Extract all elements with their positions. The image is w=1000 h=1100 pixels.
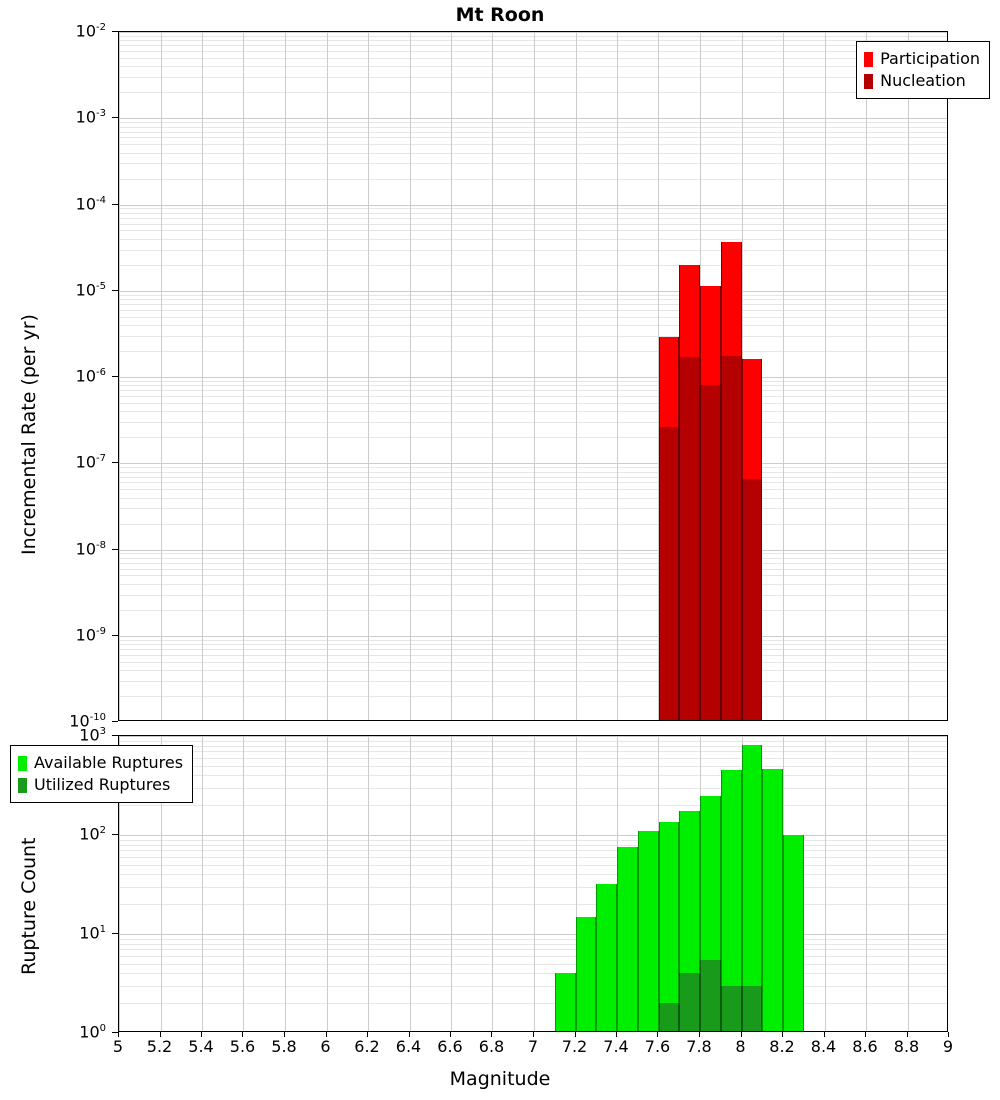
- x-tick-mark: [326, 1032, 327, 1037]
- gridline-vertical: [825, 736, 826, 1031]
- legend-item-participation: [864, 48, 980, 70]
- bar-utilized-ruptures: [679, 973, 700, 1032]
- y-tick-label: $10^{-6}$: [75, 366, 106, 386]
- y-tick-mark: [112, 462, 118, 463]
- legend-label-participation: Participation: [880, 49, 980, 68]
- gridline-vertical: [451, 736, 452, 1031]
- y-tick-label: $10^{-8}$: [75, 539, 106, 558]
- y-tick-mark: [112, 834, 118, 835]
- bar-utilized-ruptures: [721, 986, 742, 1032]
- gridline-vertical: [534, 32, 535, 720]
- gridline-vertical: [285, 32, 286, 720]
- gridline-vertical: [534, 736, 535, 1031]
- bar-available-ruptures: [659, 822, 680, 1032]
- gridline-vertical: [410, 736, 411, 1031]
- x-tick-mark: [657, 1032, 658, 1037]
- legend-top: [856, 41, 990, 99]
- x-tick-label: 5.6: [229, 1037, 256, 1056]
- x-tick-mark: [782, 1032, 783, 1037]
- legend-item-utilized-ruptures: [18, 774, 183, 796]
- legend-swatch-participation: [864, 52, 873, 67]
- y-tick-label: $10^{-10}$: [69, 711, 106, 731]
- page-title: Mt Roon: [455, 4, 545, 26]
- x-tick-label: 6.6: [437, 1037, 463, 1056]
- gridline-vertical: [243, 736, 244, 1031]
- gridline-vertical: [285, 736, 286, 1031]
- gridline-vertical: [908, 32, 909, 720]
- bar-available-ruptures: [596, 884, 617, 1032]
- x-axis-label: Magnitude: [449, 1068, 551, 1090]
- bar-nucleation: [700, 385, 721, 721]
- bar-available-ruptures: [638, 831, 659, 1032]
- x-tick-label: 7.6: [644, 1037, 671, 1056]
- gridline-vertical: [825, 32, 826, 720]
- x-tick-label: 7.2: [561, 1037, 588, 1056]
- x-tick-label: 8.2: [769, 1037, 795, 1056]
- bar-nucleation: [721, 356, 742, 721]
- x-tick-mark: [948, 1032, 949, 1037]
- legend-item-available-ruptures: [18, 752, 183, 774]
- bar-available-ruptures: [762, 769, 783, 1032]
- gridline-vertical: [576, 32, 577, 720]
- x-tick-mark: [824, 1032, 825, 1037]
- gridline-vertical: [866, 32, 867, 720]
- x-tick-mark: [575, 1032, 576, 1037]
- y-tick-label: $10^{-3}$: [75, 107, 106, 127]
- bar-nucleation: [742, 479, 763, 721]
- x-tick-label: 5: [112, 1037, 124, 1056]
- y-tick-label: $10^3$: [79, 725, 106, 745]
- y-tick-label: $10^{-7}$: [75, 452, 106, 472]
- bar-utilized-ruptures: [659, 1003, 680, 1032]
- gridline-vertical: [119, 32, 120, 720]
- y-tick-label: $10^{-2}$: [75, 21, 106, 41]
- y-tick-label: $10^{-5}$: [75, 280, 106, 300]
- y-tick-mark: [112, 933, 118, 934]
- gridline-vertical: [451, 32, 452, 720]
- gridline-vertical: [161, 32, 162, 720]
- y-tick-label: $10^2$: [79, 824, 106, 844]
- x-tick-label: 7: [527, 1037, 539, 1056]
- x-tick-mark: [450, 1032, 451, 1037]
- legend-item-nucleation: [864, 70, 980, 92]
- x-tick-mark: [491, 1032, 492, 1037]
- y-tick-mark: [112, 117, 118, 118]
- gridline-vertical: [202, 32, 203, 720]
- x-tick-mark: [699, 1032, 700, 1037]
- bar-available-ruptures: [576, 917, 597, 1032]
- x-tick-mark: [160, 1032, 161, 1037]
- x-tick-label: 6.2: [354, 1037, 380, 1056]
- gridline-vertical: [410, 32, 411, 720]
- incremental-rate-plot: [118, 31, 948, 721]
- y-axis-label-bottom: Rupture Count: [18, 837, 40, 975]
- bar-utilized-ruptures: [700, 960, 721, 1032]
- x-tick-label: 8.4: [810, 1037, 837, 1056]
- gridline-vertical: [617, 32, 618, 720]
- x-tick-mark: [616, 1032, 617, 1037]
- gridline-vertical: [202, 736, 203, 1031]
- x-tick-label: 6.4: [395, 1037, 422, 1056]
- bar-utilized-ruptures: [742, 986, 763, 1032]
- y-tick-mark: [112, 549, 118, 550]
- gridline-vertical: [908, 736, 909, 1031]
- y-tick-label: $10^{-4}$: [75, 194, 106, 213]
- legend-label-nucleation: Nucleation: [880, 71, 966, 90]
- x-tick-label: 8.8: [893, 1037, 920, 1056]
- x-tick-label: 9: [942, 1037, 954, 1056]
- y-tick-label: $10^1$: [79, 923, 106, 943]
- x-tick-label: 6.8: [478, 1037, 505, 1056]
- gridline-vertical: [492, 32, 493, 720]
- x-tick-label: 5.8: [271, 1037, 297, 1056]
- x-tick-mark: [284, 1032, 285, 1037]
- y-tick-label: $10^{-9}$: [75, 625, 106, 645]
- legend-label-available-ruptures: Available Ruptures: [34, 753, 184, 772]
- y-axis-label-top: Incremental Rate (per yr): [18, 314, 40, 555]
- bar-nucleation: [679, 357, 700, 721]
- legend-swatch-nucleation: [864, 74, 873, 89]
- y-tick-mark: [112, 204, 118, 205]
- x-tick-mark: [242, 1032, 243, 1037]
- x-tick-label: 8.6: [852, 1037, 878, 1056]
- legend-bottom: [10, 745, 193, 803]
- gridline-vertical: [368, 736, 369, 1031]
- legend-label-utilized-ruptures: Utilized Ruptures: [34, 775, 171, 794]
- x-tick-label: 8: [735, 1037, 746, 1056]
- x-tick-mark: [409, 1032, 410, 1037]
- gridline-vertical: [783, 32, 784, 720]
- x-tick-label: 5.4: [188, 1037, 214, 1056]
- legend-swatch-available-ruptures: [18, 756, 27, 771]
- x-tick-mark: [741, 1032, 742, 1037]
- x-tick-mark: [367, 1032, 368, 1037]
- gridline-vertical: [243, 32, 244, 720]
- bar-nucleation: [659, 427, 680, 721]
- gridline-vertical: [327, 32, 328, 720]
- gridline-vertical: [866, 736, 867, 1031]
- bar-available-ruptures: [617, 847, 638, 1032]
- x-tick-mark: [118, 1032, 119, 1037]
- bar-available-ruptures: [555, 973, 576, 1032]
- rupture-count-plot: [118, 735, 948, 1032]
- legend-swatch-utilized-ruptures: [18, 778, 27, 793]
- x-tick-label: 7.4: [603, 1037, 629, 1056]
- y-tick-mark: [112, 290, 118, 291]
- y-tick-mark: [112, 635, 118, 636]
- y-tick-mark: [112, 31, 118, 32]
- x-tick-mark: [865, 1032, 866, 1037]
- x-tick-label: 7.8: [686, 1037, 712, 1056]
- bar-available-ruptures: [783, 835, 804, 1032]
- y-tick-label: $10^0$: [79, 1022, 106, 1042]
- x-tick-mark: [533, 1032, 534, 1037]
- gridline-vertical: [368, 32, 369, 720]
- y-tick-mark: [112, 376, 118, 377]
- y-tick-mark: [112, 721, 118, 722]
- x-tick-label: 6: [320, 1037, 331, 1056]
- x-tick-mark: [201, 1032, 202, 1037]
- gridline-vertical: [327, 736, 328, 1031]
- x-tick-label: 5.2: [146, 1037, 173, 1056]
- x-tick-mark: [907, 1032, 908, 1037]
- y-tick-mark: [112, 735, 118, 736]
- gridline-vertical: [492, 736, 493, 1031]
